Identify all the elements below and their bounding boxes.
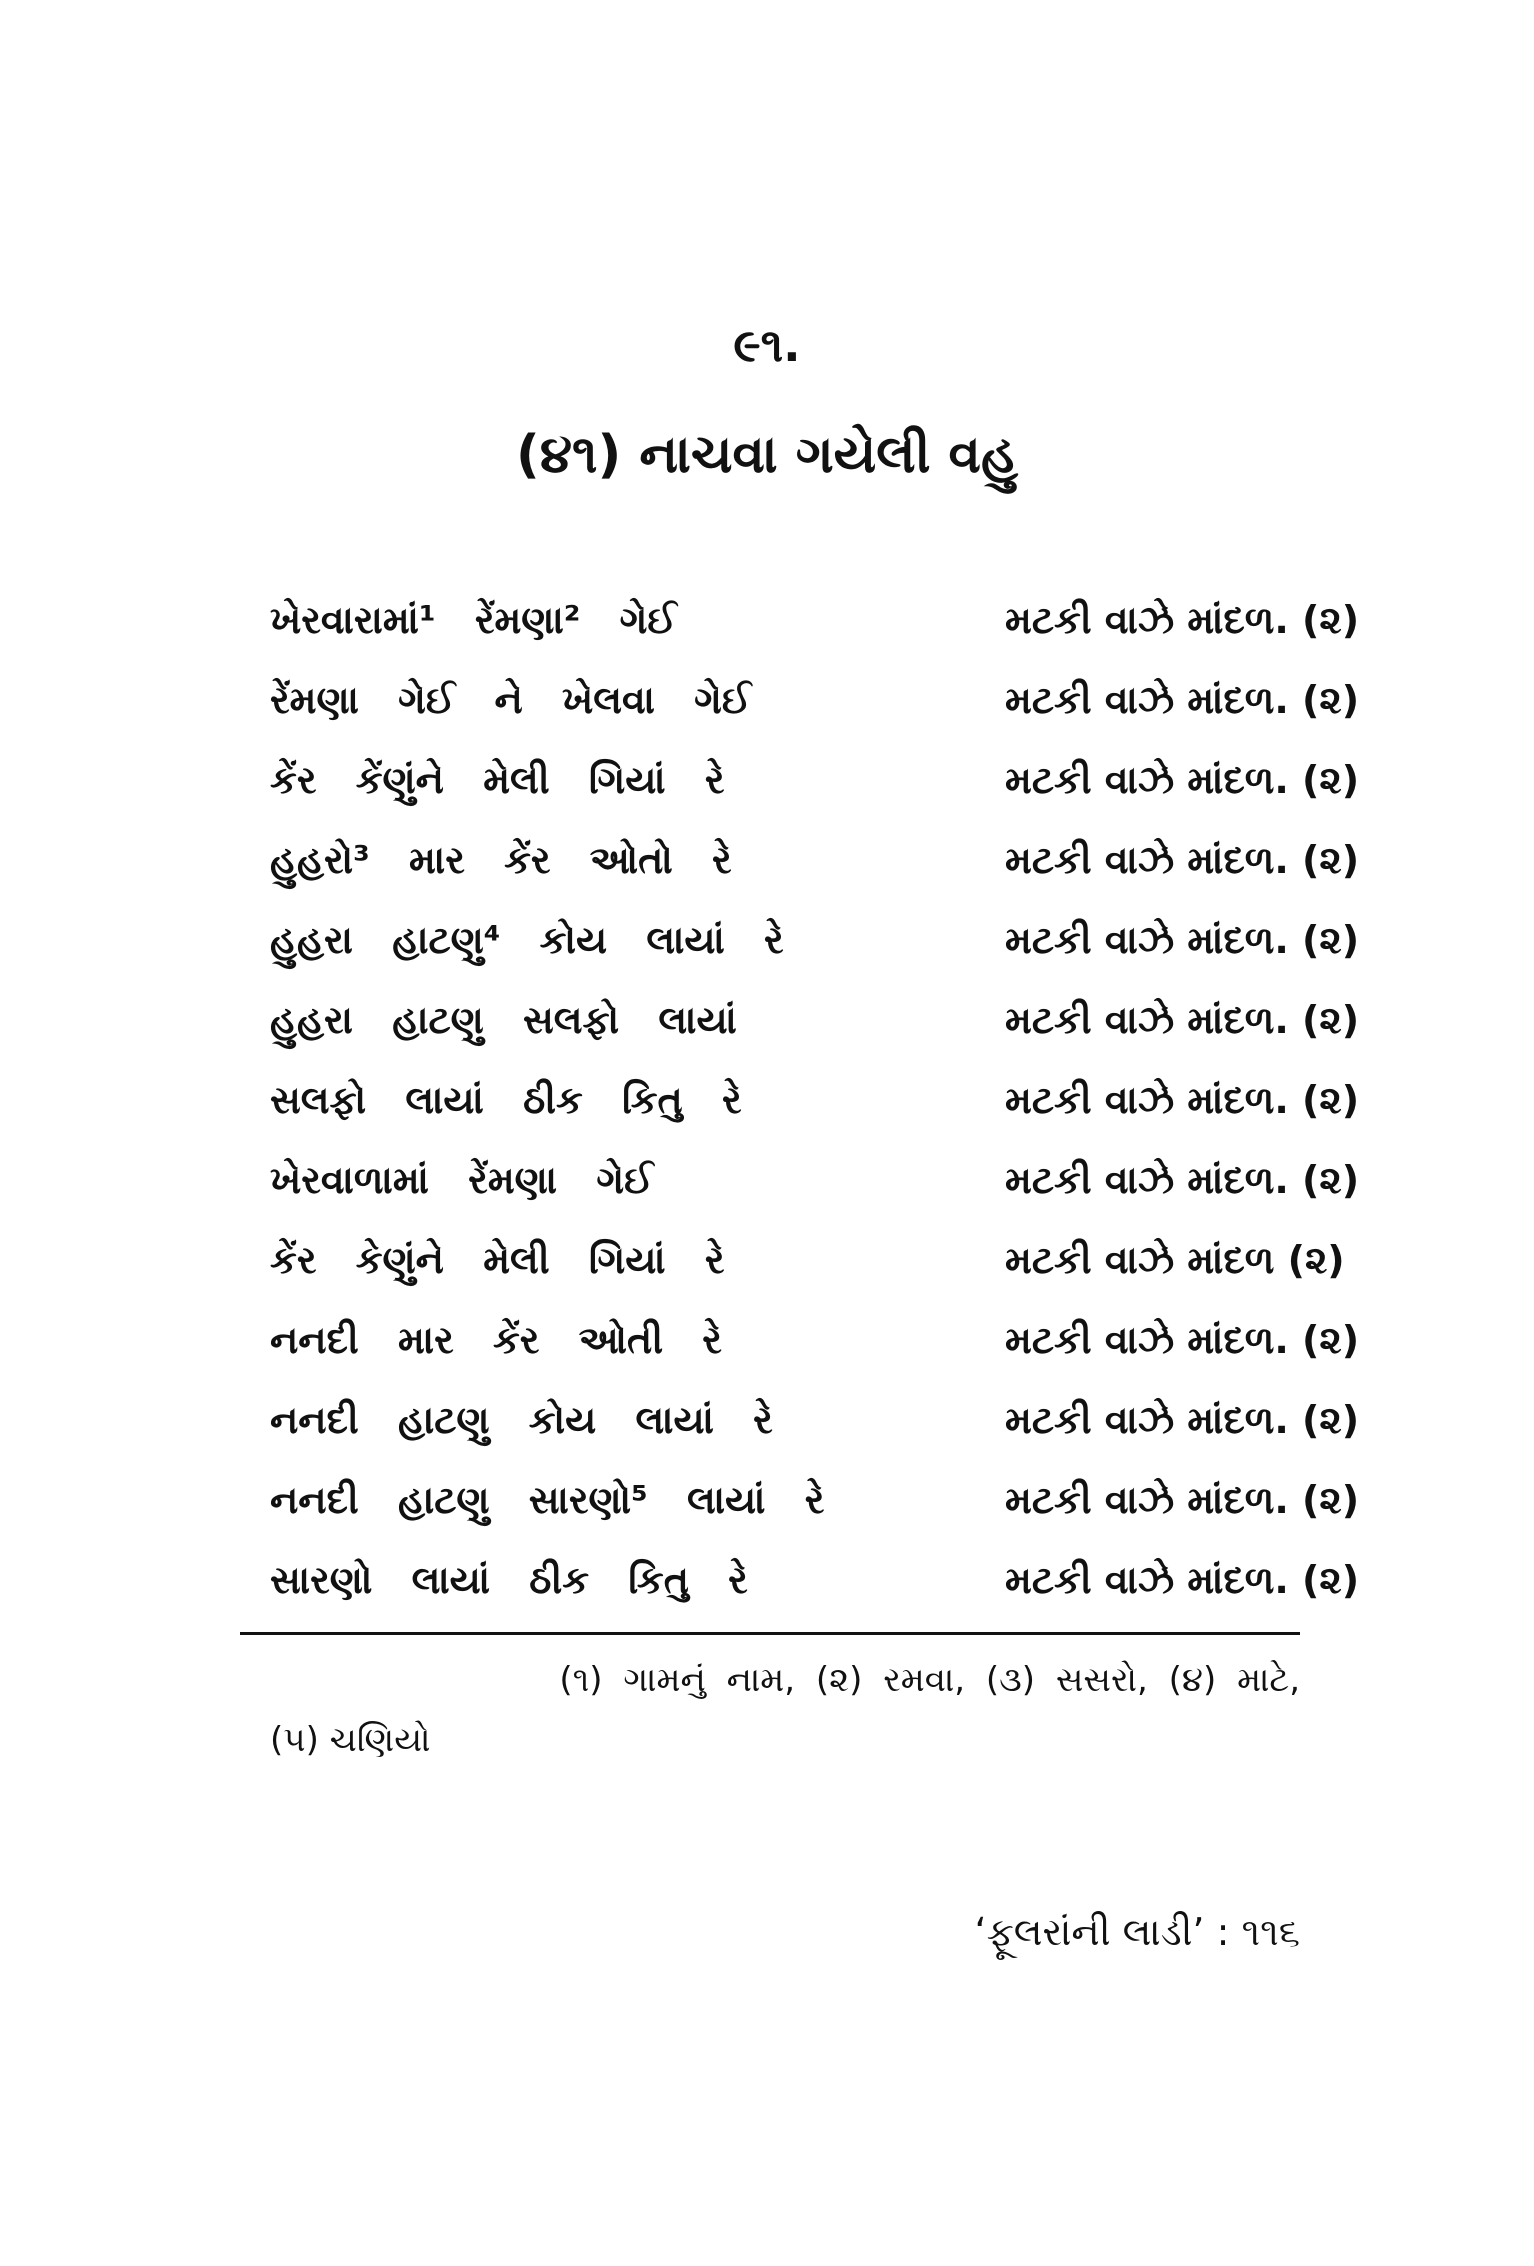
verse-text: હુહરો³ માર કેંર ઓતો રે xyxy=(270,837,732,882)
verse-refrain: મટકી વાઝે માંદળ. (૨) xyxy=(1005,1477,1360,1522)
verse-refrain: મટકી વાઝે માંદળ. (૨) xyxy=(1005,677,1360,722)
verse-line xyxy=(270,1540,1360,1620)
verse-text: ખેરવાળામાં રેંમણા ગેઈ xyxy=(270,1157,654,1202)
verse-text: સારણો લાયાં ઠીક કિતુ રે xyxy=(270,1557,748,1602)
verse-refrain: મટકી વાઝે માંદળ (૨) xyxy=(1005,1237,1345,1282)
verse-refrain: મટકી વાઝે માંદળ. (૨) xyxy=(1005,917,1360,962)
verse-text: રેંમણા ગેઈ ને ખેલવા ગેઈ xyxy=(270,677,752,722)
verse-refrain: મટકી વાઝે માંદળ. (૨) xyxy=(1005,1077,1360,1122)
verse-text: હુહરા હાટણુ⁴ કોય લાયાં રે xyxy=(270,917,784,962)
verse-line xyxy=(270,740,1360,820)
verse-refrain: મટકી વાઝે માંદળ. (૨) xyxy=(1005,597,1360,642)
verse-text: નનદી માર કેંર ઓતી રે xyxy=(270,1317,722,1362)
verse-line xyxy=(270,660,1360,740)
verse-line xyxy=(270,900,1360,980)
verse-line xyxy=(270,980,1360,1060)
footnote-line: (૧) ગામનું નામ, (૨) રમવા, (૩) સસરો, (૪) માટે, xyxy=(559,1660,1300,1700)
song-title: (૪૧) નાચવા ગયેલી વહુ xyxy=(516,425,1018,485)
verse-text: નનદી હાટણુ કોય લાયાં રે xyxy=(270,1397,773,1442)
verse-refrain: મટકી વાઝે માંદળ. (૨) xyxy=(1005,997,1360,1042)
verse-text: કેંર કેણુંને મેલી ગિયાં રે xyxy=(270,1237,725,1282)
verse-text: ખેરવારામાં¹ રેંમણા² ગેઈ xyxy=(270,597,677,642)
footnotes xyxy=(270,1650,1300,1770)
verse-refrain: મટકી વાઝે માંદળ. (૨) xyxy=(1005,1557,1360,1602)
verse-line xyxy=(270,1140,1360,1220)
verse-line xyxy=(270,1220,1345,1300)
book-reference: ‘ફૂલરાંની લાડી’ : ૧૧૬ xyxy=(974,1910,1300,1954)
verse-refrain: મટકી વાઝે માંદળ. (૨) xyxy=(1005,1397,1360,1442)
verse-refrain: મટકી વાઝે માંદળ. (૨) xyxy=(1005,757,1360,802)
verse-line xyxy=(270,820,1360,900)
verse-refrain: મટકી વાઝે માંદળ. (૨) xyxy=(1005,837,1360,882)
verse-line xyxy=(270,1380,1360,1460)
verse-line xyxy=(270,1300,1360,1380)
verse-refrain: મટકી વાઝે માંદળ. (૨) xyxy=(1005,1317,1360,1362)
footnote-line: (૫) ચણિયો xyxy=(270,1720,431,1760)
verse-list xyxy=(270,580,1360,1620)
verse-text: સલફો લાયાં ઠીક કિતુ રે xyxy=(270,1077,742,1122)
verse-line xyxy=(270,1060,1360,1140)
verse-refrain: મટકી વાઝે માંદળ. (૨) xyxy=(1005,1157,1360,1202)
verse-text: કેંર કેંણુંને મેલી ગિયાં રે xyxy=(270,757,725,802)
footnote-divider xyxy=(240,1632,1300,1635)
verse-line xyxy=(270,1460,1360,1540)
page-number: ૯૧. xyxy=(733,318,801,372)
verse-text: નનદી હાટણુ સારણો⁵ લાયાં રે xyxy=(270,1477,825,1522)
verse-line xyxy=(270,580,1360,660)
verse-text: હુહરા હાટણુ સલફો લાયાં xyxy=(270,997,737,1042)
